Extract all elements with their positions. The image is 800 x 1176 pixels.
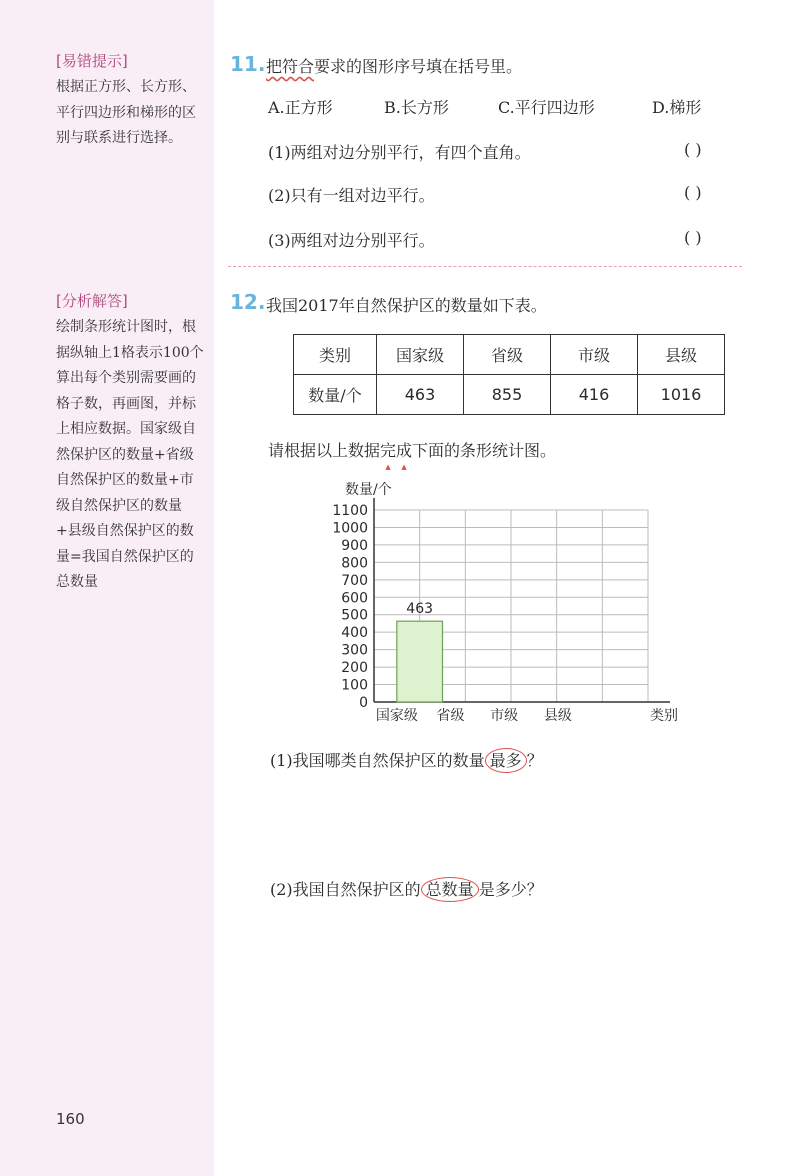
x-tick-label: 国家级 <box>375 708 418 724</box>
chart-instruction <box>268 438 556 461</box>
bar-data-label: 463 <box>406 601 434 618</box>
page-number: 160 <box>56 1110 85 1128</box>
instruction-part-b: 下面的条形统计图。 <box>412 441 557 460</box>
table-row <box>294 375 725 415</box>
q11-answer-2[interactable]: ( ) <box>684 183 702 202</box>
q11-prompt-rest: 要求的图形序号填在括号里。 <box>314 57 523 76</box>
sidebar <box>0 0 214 1176</box>
tip-block <box>56 50 206 152</box>
y-tick-label: 100 <box>341 677 368 694</box>
x-tick-label: 市级 <box>490 708 519 724</box>
tip-heading: [易错提示] <box>56 52 128 70</box>
instruction-mark-1: 完 ▲ <box>380 441 396 460</box>
q11-answer-3[interactable]: ( ) <box>684 228 702 247</box>
y-tick-label: 400 <box>341 625 368 642</box>
section-divider <box>228 266 742 267</box>
q12-prompt: 我国2017年自然保护区的数量如下表。 <box>266 296 547 315</box>
table-header-cell: 县级 <box>638 335 725 375</box>
y-tick-label: 800 <box>341 555 368 572</box>
y-tick-label: 600 <box>341 590 368 607</box>
table-header-cell: 省级 <box>464 335 551 375</box>
q11-item-3: (3)两组对边分别平行。 <box>268 231 435 250</box>
bar-chart <box>320 474 700 734</box>
table-cell: 855 <box>464 375 551 415</box>
chart-bars <box>397 601 443 702</box>
q11-item-1: (1)两组对边分别平行，有四个直角。 <box>268 143 531 162</box>
y-tick-label: 900 <box>341 537 368 554</box>
y-tick-label: 200 <box>341 660 368 677</box>
table-header-cell: 国家级 <box>377 335 464 375</box>
x-axis-label: 类别 <box>650 708 678 724</box>
tip-text: 根据正方形、长方形、平行四边形和梯形的区别与联系进行选择。 <box>56 79 196 146</box>
q1-part-a: (1)我国哪类自然保护区的数量 <box>270 751 485 770</box>
x-ticks <box>376 707 572 724</box>
x-tick-label: 省级 <box>436 708 465 724</box>
q11-number: 11. <box>230 52 266 76</box>
q11-prompt <box>266 54 522 77</box>
q2-part-b: 是多少？ <box>478 880 543 899</box>
data-table <box>293 334 725 415</box>
q11-item-2: (2)只有一组对边平行。 <box>268 186 435 205</box>
y-tick-label: 1000 <box>332 520 368 537</box>
q2-part-a: (2)我国自然保护区的 <box>270 880 421 899</box>
q1-part-b: ？ <box>526 751 543 770</box>
table-header-cell: 类别 <box>294 335 377 375</box>
table-header-cell: 市级 <box>551 335 638 375</box>
q11-option-b: B.长方形 <box>384 98 449 117</box>
table-cell: 416 <box>551 375 638 415</box>
q1-circled: 最多 <box>485 748 527 773</box>
x-tick-label: 县级 <box>543 708 572 724</box>
q2-circled: 总数量 <box>421 877 479 902</box>
bar-国家级 <box>397 621 443 702</box>
y-tick-label: 300 <box>341 642 368 659</box>
y-tick-label: 500 <box>341 607 368 624</box>
analysis-text: 绘制条形统计图时，根据纵轴上1格表示100个算出每个类别需要画的格子数，再画图，并标上相应数据。国家级自然保护区的数量+省级自然保护区的数量+市级自然保护区的数量+县级自然保护区的数量=我国自然保护区的总数量 <box>56 319 204 590</box>
q11-answer-1[interactable]: ( ) <box>684 140 702 159</box>
table-row-label: 数量/个 <box>294 375 377 415</box>
analysis-heading: [分析解答] <box>56 292 128 310</box>
instruction-part-a: 请根据以上数据 <box>268 441 381 460</box>
q12-question-1 <box>270 748 543 771</box>
y-ticks <box>332 503 368 711</box>
q11-option-d: D.梯形 <box>652 98 702 117</box>
table-header-row <box>294 335 725 375</box>
q12-number: 12. <box>230 290 266 314</box>
analysis-block <box>56 290 206 596</box>
q11-prompt-wavy: 把符合 <box>266 57 315 76</box>
y-tick-label: 700 <box>341 572 368 589</box>
instruction-mark-2: 成 ▲ <box>396 441 412 460</box>
q11-option-c: C.平行四边形 <box>498 98 595 117</box>
table-cell: 463 <box>377 375 464 415</box>
y-tick-label: 0 <box>359 695 368 711</box>
y-axis-label: 数量/个 <box>345 482 392 498</box>
table-cell: 1016 <box>638 375 725 415</box>
q12-question-2 <box>270 877 543 900</box>
q11-option-a: A.正方形 <box>268 98 333 117</box>
y-tick-label: 1100 <box>332 503 368 519</box>
